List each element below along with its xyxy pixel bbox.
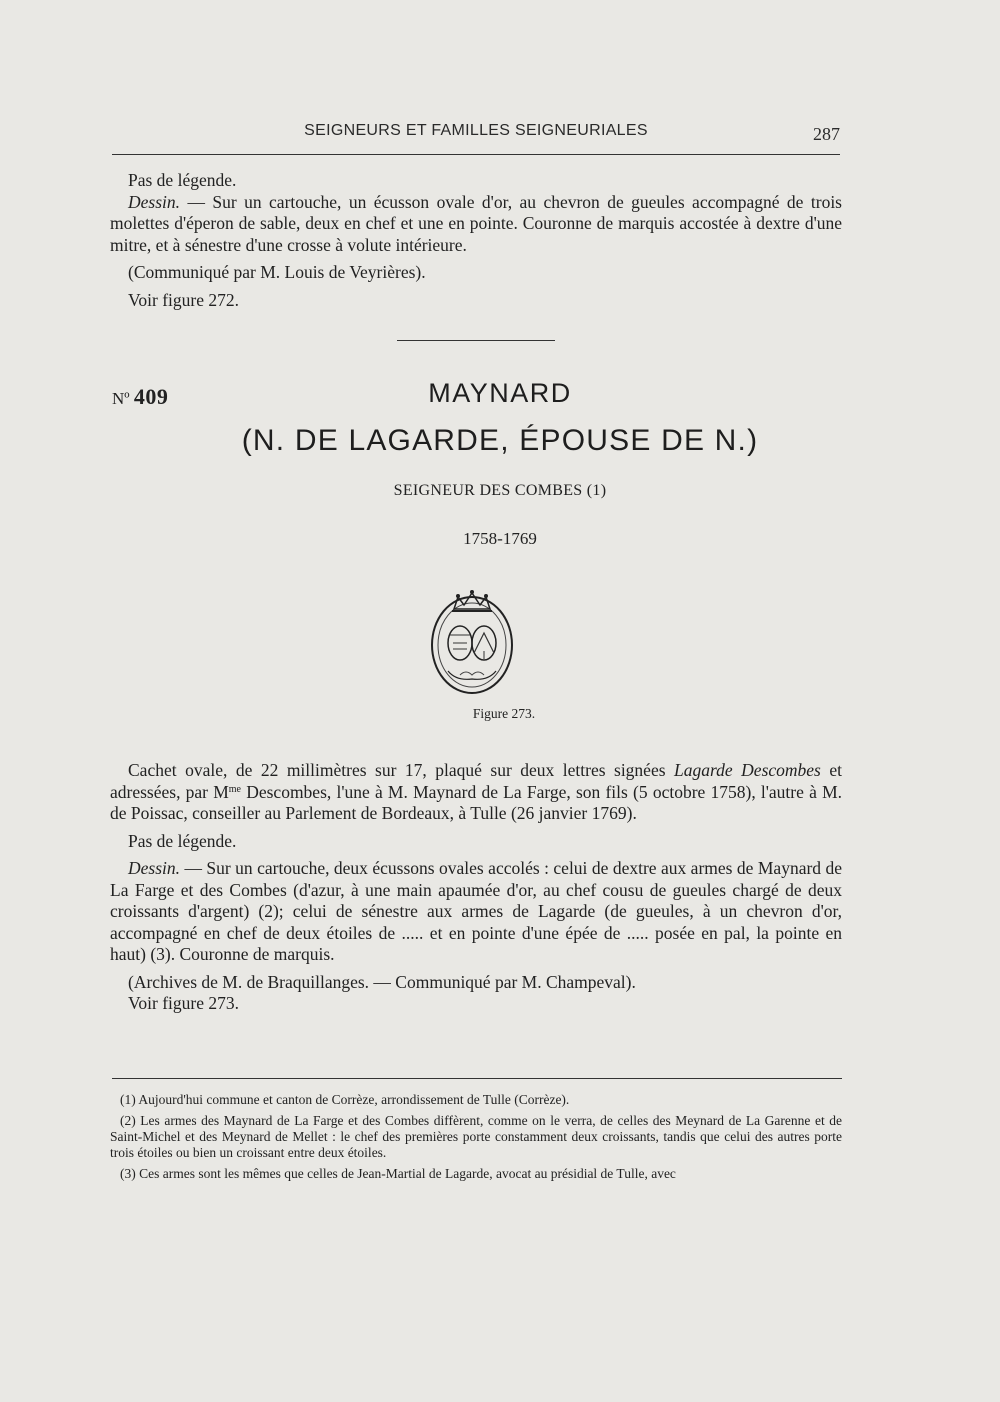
- section-divider: [397, 340, 555, 341]
- entry-dates: 1758-1769: [463, 529, 537, 548]
- page-number: 287: [813, 124, 840, 144]
- legend-line: Pas de légende.: [128, 830, 237, 851]
- entry-seigneur: SEIGNEUR DES COMBES (1): [393, 482, 607, 499]
- description-text-c: Descombes, l'une à M. Maynard de La Farge, son fils (5 octobre 1758), l'autre à M. de Poissac, conseiller au Parlement de Bordeaux, à Tulle (26 janvier 1769).: [110, 781, 843, 823]
- footnote-1: (1) Aujourd'hui commune et canton de Corrèze, arrondissement de Tulle (Corrèze).: [120, 1092, 570, 1107]
- dessin-text: — Sur un cartouche, deux écussons ovales accolés : celui de dextre aux armes de Maynard de La Farge et des Combes (d'azur, à une main apaumée d'or, au chef cousu de gueules chargé de deux croissants d'argent) (2); celui de sénestre aux armes de Lagarde (de gueules, à un chevron d'or, accompagné en chef de deux étoiles de ..... et en pointe d'une épée de ..... posée en pal, la pointe en haut) (3). Couronne de marquis.: [110, 858, 842, 964]
- figure-caption: Figure 273.: [472, 706, 536, 721]
- dessin-label: Dessin.: [128, 191, 181, 212]
- dessin-text: — Sur un cartouche, un écusson ovale d'or, au chevron de gueules accompagné de trois molettes d'éperon de sable, deux en chef et une en pointe. Couronne de marquis accostée à dextre d'une mitre, et à sénestre d'une crosse à volute intérieure.: [110, 191, 842, 255]
- seal-figure: [426, 585, 518, 697]
- entry-number-prefix: Nº: [112, 389, 130, 408]
- running-header: [112, 118, 840, 155]
- source-line: (Archives de M. de Braquillanges. — Communiqué par M. Champeval).: [128, 971, 636, 992]
- see-figure-line: Voir figure 272.: [128, 289, 239, 310]
- source-line: (Communiqué par M. Louis de Veyrières).: [128, 262, 426, 282]
- dessin-paragraph: [110, 858, 842, 966]
- footnote-rule: [112, 1078, 842, 1079]
- dessin-label: Dessin.: [128, 858, 181, 878]
- previous-entry-end: [110, 170, 842, 311]
- entry-name: MAYNARD: [428, 378, 572, 408]
- footnote-2: (2) Les armes des Maynard de La Farge et des Combes diffèrent, comme on le verra, de celles des Meynard de La Garenne et de Saint-Michel et des Meynard de Mellet : le chef des premières porte constamment deux croissants, tandis que celui des autres porte trois étoiles ou bien un croissant entre deux étoiles.: [110, 1113, 842, 1160]
- description-text-b: et adressées, par M: [110, 760, 842, 802]
- header-title: SEIGNEURS ET FAMILLES SEIGNEURIALES: [304, 122, 648, 139]
- see-figure-line: Voir figure 273.: [128, 993, 239, 1013]
- entry-body: [110, 760, 842, 1015]
- entry-number-value: 409: [133, 384, 169, 409]
- legend-line: Pas de légende.: [128, 170, 237, 190]
- entry-subname: (N. DE LAGARDE, ÉPOUSE DE N.): [241, 424, 759, 457]
- footnote-3: (3) Ces armes sont les mêmes que celles de Jean-Martial de Lagarde, avocat au présidial de Tulle, avec: [120, 1166, 676, 1181]
- signature-name: Lagarde Descombes: [674, 760, 821, 780]
- dessin-paragraph: [110, 192, 842, 257]
- description-paragraph: [110, 760, 842, 825]
- description-text-a: Cachet ovale, de 22 millimètres sur 17, plaqué sur deux lettres signées: [128, 760, 675, 780]
- footnotes: [110, 1092, 842, 1187]
- title-superscript: me: [228, 783, 241, 795]
